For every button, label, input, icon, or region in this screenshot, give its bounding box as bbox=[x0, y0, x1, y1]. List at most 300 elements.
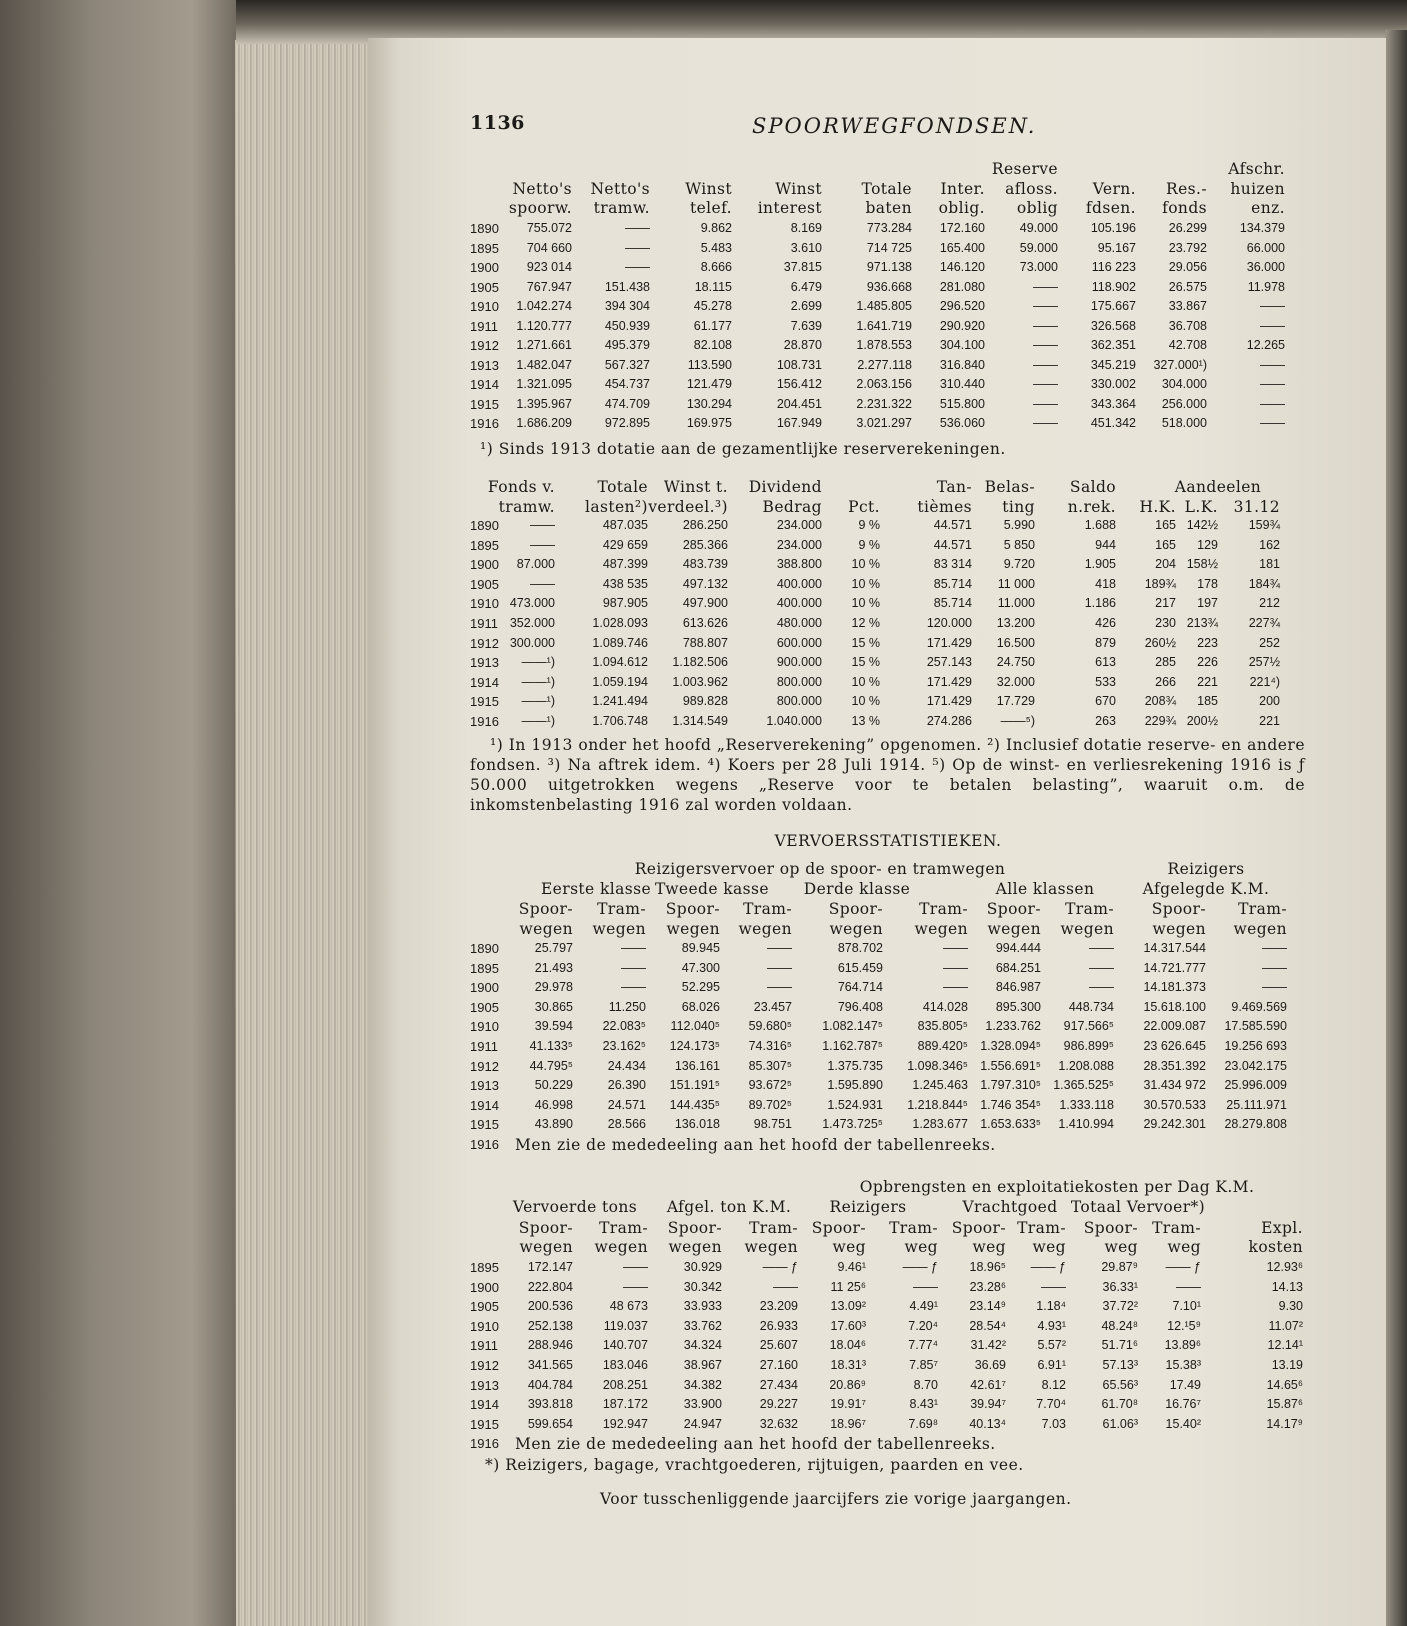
t3-col-header: wegen bbox=[987, 920, 1041, 938]
t1-cell: 3.610 bbox=[790, 240, 822, 255]
t2-cell: 120.000 bbox=[926, 616, 972, 630]
t4-col-header: weg bbox=[1104, 1238, 1138, 1256]
t1-cell: 42.708 bbox=[1168, 338, 1207, 352]
t4-col-header: Tram- bbox=[889, 1219, 938, 1237]
t2-year: 1895 bbox=[470, 537, 499, 553]
t2-cell: 257.143 bbox=[926, 655, 972, 670]
t2-cell: 129 bbox=[1197, 537, 1218, 552]
t1-cell: —— bbox=[1033, 357, 1058, 372]
t2-header: tièmes bbox=[917, 498, 972, 516]
t4-col-header: wegen bbox=[519, 1238, 573, 1256]
t1-cell: 134.379 bbox=[1239, 221, 1285, 235]
t1-cell: —— bbox=[1033, 396, 1058, 411]
t1-cell: 8.169 bbox=[790, 221, 822, 235]
t3-year: 1912 bbox=[470, 1058, 499, 1074]
t1-cell: 5.483 bbox=[700, 240, 732, 255]
t3-subgroup: Tweede kasse bbox=[655, 880, 769, 898]
t4-col-header: Spoor- bbox=[667, 1219, 722, 1237]
t3-cell: 1.797.310⁵ bbox=[980, 1078, 1041, 1093]
t4-cell: 288.946 bbox=[527, 1338, 573, 1353]
t3-cell: 414.028 bbox=[922, 999, 968, 1014]
t3-cell: 889.420⁵ bbox=[917, 1039, 968, 1053]
t4-cell: 13.19 bbox=[1271, 1358, 1303, 1372]
t2-header: Dividend bbox=[748, 478, 822, 496]
t4-col-header: wegen bbox=[594, 1238, 648, 1256]
t1-cell: 1.485.805 bbox=[856, 299, 912, 313]
t3-note-row: Men zie de mededeeling aan het hoofd der tabellenreeks. bbox=[515, 1136, 996, 1154]
t4-cell: 38.967 bbox=[683, 1358, 722, 1372]
t2-cell: 600.000 bbox=[776, 635, 822, 650]
t1-cell: 49.000 bbox=[1019, 221, 1058, 235]
t4-cell: 7.10¹ bbox=[1172, 1299, 1201, 1314]
t3-cell: 30.570.533 bbox=[1143, 1097, 1206, 1112]
t2-cell: 10 % bbox=[851, 596, 880, 611]
t1-cell: 108.731 bbox=[776, 357, 822, 372]
t1-footnote: ¹) Sinds 1913 dotatie aan de gezamentlijke reserverekeningen. bbox=[480, 440, 1006, 458]
t4-col-header: Tram- bbox=[1152, 1219, 1201, 1237]
t3-cell: 764.714 bbox=[837, 980, 883, 995]
t1-cell: 923 014 bbox=[526, 260, 572, 274]
t3-cell: 52.295 bbox=[681, 980, 720, 995]
t2-cell: ——¹) bbox=[521, 655, 555, 670]
t1-header: telef. bbox=[689, 199, 732, 217]
t1-cell: 118.902 bbox=[1091, 279, 1136, 294]
t1-cell: 256.000 bbox=[1161, 396, 1207, 411]
t2-cell: 189¾ bbox=[1144, 576, 1176, 591]
t1-cell: 495.379 bbox=[604, 338, 650, 352]
t3-cell: —— bbox=[943, 960, 968, 975]
t2-cell: 497.900 bbox=[682, 596, 728, 611]
t3-year: 1905 bbox=[470, 999, 499, 1015]
t1-header: enz. bbox=[1251, 199, 1285, 217]
t3-cell: —— bbox=[1089, 980, 1114, 995]
t4-cell: 16.76⁷ bbox=[1165, 1397, 1201, 1412]
t4-col-header: Expl. bbox=[1261, 1219, 1303, 1237]
t1-cell: 567.327 bbox=[604, 357, 650, 372]
t2-cell: 252 bbox=[1259, 635, 1280, 650]
t2-cell: 10 % bbox=[851, 694, 880, 709]
t3-col-header: wegen bbox=[1233, 920, 1287, 938]
t2-header: Aandeelen bbox=[1174, 478, 1262, 496]
book-cover-edge bbox=[0, 0, 240, 1626]
t4-cell: 14.13 bbox=[1271, 1279, 1303, 1294]
t2-cell: 223 bbox=[1197, 635, 1218, 650]
t4-cell: 42.61⁷ bbox=[970, 1377, 1006, 1392]
t3-cell: 46.998 bbox=[534, 1097, 573, 1112]
t3-cell: 1.473.725⁵ bbox=[822, 1117, 883, 1132]
t3-cell: 615.459 bbox=[837, 960, 883, 975]
t2-cell: 9 % bbox=[858, 537, 880, 552]
t3-cell: —— bbox=[1262, 960, 1287, 975]
t1-cell: 1.271.661 bbox=[516, 338, 572, 352]
t4-cell: 33.900 bbox=[683, 1397, 722, 1412]
t2-year: 1905 bbox=[470, 576, 499, 592]
t3-year: 1895 bbox=[470, 960, 499, 976]
t1-header: Winst bbox=[685, 180, 732, 198]
t1-cell: 2.231.322 bbox=[856, 396, 912, 411]
t4-cell: 18.96⁵ bbox=[969, 1260, 1006, 1274]
t3-cell: —— bbox=[621, 980, 646, 995]
t2-cell: 85.714 bbox=[933, 576, 972, 591]
t4-cell: 187.172 bbox=[602, 1397, 648, 1412]
t3-cell: 25.996.009 bbox=[1224, 1078, 1287, 1093]
t1-year: 1913 bbox=[470, 357, 499, 373]
t2-cell: 788.807 bbox=[682, 635, 728, 650]
t3-cell: 89.945 bbox=[681, 941, 720, 955]
t2-cell: 1.706.748 bbox=[592, 714, 648, 728]
t4-year: 1910 bbox=[470, 1318, 499, 1334]
t3-cell: 29.978 bbox=[534, 980, 573, 995]
t1-cell: 59.000 bbox=[1019, 240, 1058, 255]
t1-cell: 518.000 bbox=[1161, 416, 1207, 430]
t3-cell: —— bbox=[767, 980, 792, 995]
t3-cell: 1.162.787⁵ bbox=[822, 1039, 883, 1053]
t1-header: spoorw. bbox=[508, 199, 572, 217]
t2-cell: 1.059.194 bbox=[592, 674, 648, 689]
t3-col-header: Spoor- bbox=[986, 900, 1041, 918]
t4-cell: 12.93⁶ bbox=[1266, 1260, 1303, 1274]
t2-cell: 44.571 bbox=[933, 537, 972, 552]
t2-cell: ——⁵) bbox=[1000, 714, 1035, 728]
t1-year: 1911 bbox=[470, 318, 498, 334]
t2-header: Bedrag bbox=[762, 498, 822, 516]
t4-cell: 17.60³ bbox=[830, 1318, 866, 1333]
t3-cell: —— bbox=[621, 941, 646, 955]
t4-cell: 11 25⁶ bbox=[830, 1279, 866, 1294]
t1-year: 1890 bbox=[470, 221, 499, 236]
t4-cell: 25.607 bbox=[759, 1338, 798, 1353]
closing-note: Voor tusschenliggende jaarcijfers zie vorige jaargangen. bbox=[600, 1490, 1072, 1508]
t4-cell: 48 673 bbox=[609, 1299, 648, 1314]
t1-cell: 26.575 bbox=[1168, 279, 1207, 294]
t3-cell: 1.245.463 bbox=[912, 1078, 968, 1093]
t3-cell: 151.191⁵ bbox=[669, 1078, 720, 1093]
t3-cell: 986.899⁵ bbox=[1063, 1039, 1114, 1053]
t4-cell: 8.12 bbox=[1041, 1377, 1066, 1392]
t4-footnote: *) Reizigers, bagage, vrachtgoederen, rijtuigen, paarden en vee. bbox=[485, 1456, 1024, 1475]
t3-cell: 1.283.677 bbox=[912, 1117, 968, 1132]
t4-col-header: wegen bbox=[744, 1238, 798, 1256]
t4-cell: 393.818 bbox=[527, 1397, 573, 1412]
t2-cell: 1.186 bbox=[1084, 596, 1116, 611]
t3-cell: 1.333.118 bbox=[1059, 1097, 1114, 1112]
t2-cell: 1.314.549 bbox=[672, 714, 728, 728]
t1-cell: 296.520 bbox=[939, 299, 985, 313]
t4-cell: 4.93¹ bbox=[1037, 1318, 1066, 1333]
t1-cell: 61.177 bbox=[693, 318, 732, 333]
t4-cell: 252.138 bbox=[527, 1318, 573, 1333]
t4-cell: 27.434 bbox=[759, 1377, 798, 1392]
t3-col-header: wegen bbox=[666, 920, 720, 938]
t4-cell: 140.707 bbox=[602, 1338, 648, 1353]
t3-cell: 21.493 bbox=[534, 960, 573, 975]
t3-cell: 30.865 bbox=[534, 999, 573, 1014]
t1-cell: 971.138 bbox=[866, 260, 912, 274]
t1-cell: 1.042.274 bbox=[516, 299, 572, 313]
t4-col-header: Spoor- bbox=[811, 1219, 866, 1237]
t1-cell: 1.482.047 bbox=[516, 357, 572, 372]
t1-cell: 767.947 bbox=[526, 279, 572, 294]
t2-header: H.K. bbox=[1139, 498, 1176, 516]
t1-cell: 304.100 bbox=[939, 338, 985, 352]
t4-cell: 192.947 bbox=[602, 1416, 648, 1431]
t4-year: 1912 bbox=[470, 1358, 499, 1373]
t4-cell: 13.09² bbox=[830, 1299, 866, 1314]
t1-cell: 1.641.719 bbox=[856, 318, 912, 333]
t1-cell: 714 725 bbox=[866, 240, 912, 255]
t4-cell: —— ƒ bbox=[902, 1260, 938, 1274]
t3-cell: —— bbox=[1262, 980, 1287, 995]
t3-cell: 846.987 bbox=[995, 980, 1041, 995]
t2-cell: 438 535 bbox=[602, 576, 648, 591]
t3-year: 1900 bbox=[470, 980, 499, 996]
t2-cell: ——¹) bbox=[521, 714, 555, 728]
t3-cell: 23.042.175 bbox=[1224, 1058, 1287, 1073]
t2-header: Pct. bbox=[848, 498, 880, 516]
t2-cell: 17.729 bbox=[996, 694, 1035, 709]
t2-cell: 800.000 bbox=[776, 694, 822, 709]
t2-cell: 197 bbox=[1197, 596, 1218, 611]
t4-cell: 33.933 bbox=[683, 1299, 722, 1314]
t2-cell: 165 bbox=[1155, 537, 1176, 552]
t2-cell: 613 bbox=[1095, 655, 1116, 670]
t3-cell: 136.018 bbox=[674, 1117, 720, 1132]
t1-cell: 316.840 bbox=[939, 357, 985, 372]
t1-cell: 290.920 bbox=[939, 318, 985, 333]
t2-cell: —— bbox=[530, 518, 555, 532]
t3-subgroup: Eerste klasse bbox=[540, 880, 652, 898]
t1-cell: 36.000 bbox=[1246, 260, 1285, 274]
t2-cell: 400.000 bbox=[776, 596, 822, 611]
t4-col-header: weg bbox=[1032, 1238, 1066, 1256]
t3-cell: 1.556.691⁵ bbox=[980, 1058, 1041, 1073]
t2-cell: 184¾ bbox=[1248, 576, 1280, 591]
t2-cell: 286.250 bbox=[682, 518, 728, 532]
t3-col-header: wegen bbox=[1060, 920, 1114, 938]
t1-cell: —— bbox=[1260, 318, 1285, 333]
t4-cell: 28.54⁴ bbox=[969, 1318, 1006, 1333]
t4-cell: 5.57² bbox=[1037, 1338, 1066, 1353]
t2-cell: 200 bbox=[1259, 694, 1280, 709]
t1-year: 1900 bbox=[470, 260, 499, 275]
t2-header: ting bbox=[1002, 498, 1035, 516]
t4-subgroup: Vervoerde tons bbox=[512, 1198, 638, 1216]
t3-cell: 19.256 693 bbox=[1224, 1039, 1287, 1053]
t2-cell: 285 bbox=[1155, 655, 1176, 670]
t1-header: tramw. bbox=[593, 199, 650, 217]
t4-col-header: weg bbox=[832, 1238, 866, 1256]
t1-cell: 156.412 bbox=[776, 377, 822, 391]
t1-cell: 204.451 bbox=[776, 396, 822, 411]
t1-cell: 23.792 bbox=[1168, 240, 1207, 255]
t3-cell: 93.672⁵ bbox=[748, 1078, 792, 1093]
t2-cell: 487.399 bbox=[602, 557, 648, 572]
t2-header: Tan- bbox=[936, 478, 972, 496]
t3-cell: 24.571 bbox=[607, 1097, 646, 1112]
t1-cell: —— bbox=[1033, 279, 1058, 294]
t2-cell: 879 bbox=[1095, 635, 1116, 650]
t3-year: 1890 bbox=[470, 941, 499, 956]
t1-cell: 1.321.095 bbox=[516, 377, 572, 391]
t1-cell: 362.351 bbox=[1090, 338, 1136, 352]
t1-cell: —— bbox=[1260, 299, 1285, 313]
t1-cell: 972.895 bbox=[604, 416, 650, 430]
t3-cell: 14.181.373 bbox=[1143, 980, 1206, 995]
t3-cell: 144.435⁵ bbox=[669, 1097, 720, 1112]
t4-subgroup: Totaal Vervoer*) bbox=[1070, 1198, 1206, 1216]
t1-cell: 12.265 bbox=[1246, 338, 1285, 352]
t3-col-header: wegen bbox=[829, 920, 883, 938]
t1-cell: 11.978 bbox=[1247, 279, 1285, 294]
t1-cell: 18.115 bbox=[694, 279, 732, 294]
t3-cell: 684.251 bbox=[995, 960, 1041, 975]
t1-header: baten bbox=[865, 199, 912, 217]
t1-cell: 755.072 bbox=[526, 221, 572, 235]
t3-col-header: Tram- bbox=[1238, 900, 1287, 918]
t2-year: 1912 bbox=[470, 635, 499, 651]
t3-cell: 136.161 bbox=[674, 1058, 720, 1073]
t2-cell: 227¾ bbox=[1248, 616, 1280, 630]
t2-cell: 165 bbox=[1155, 518, 1176, 532]
t4-cell: —— bbox=[623, 1260, 648, 1274]
t3-cell: 22.083⁵ bbox=[602, 1019, 646, 1034]
t4-year: 1916 bbox=[470, 1436, 499, 1452]
t2-cell: 10 % bbox=[851, 576, 880, 591]
t4-cell: 18.96⁷ bbox=[830, 1416, 866, 1431]
t2-cell: 213¾ bbox=[1186, 616, 1218, 630]
t2-cell: 352.000 bbox=[509, 616, 555, 630]
t2-cell: 429 659 bbox=[602, 537, 648, 552]
t2-cell: 142½ bbox=[1186, 518, 1218, 532]
t2-cell: 263 bbox=[1095, 714, 1116, 728]
t2-cell: 473.000 bbox=[509, 596, 555, 611]
t2-cell: 400.000 bbox=[776, 576, 822, 591]
t1-cell: 474.709 bbox=[604, 396, 650, 411]
t1-cell: —— bbox=[625, 221, 650, 235]
t2-year: 1910 bbox=[470, 596, 499, 612]
t3-cell: 41.133⁵ bbox=[529, 1039, 573, 1053]
t4-cell: 6.91¹ bbox=[1037, 1358, 1066, 1372]
t1-cell: —— bbox=[1033, 338, 1058, 352]
t3-subgroup: Derde klasse bbox=[803, 880, 911, 898]
t3-cell: 22.009.087 bbox=[1143, 1019, 1206, 1034]
t4-cell: 7.03 bbox=[1041, 1416, 1066, 1431]
t4-cell: 7.70⁴ bbox=[1036, 1397, 1066, 1412]
t1-cell: 327.000¹) bbox=[1153, 357, 1207, 372]
t4-col-header: weg bbox=[904, 1238, 938, 1256]
t3-cell: 1.653.633⁵ bbox=[980, 1117, 1041, 1132]
t2-year: 1911 bbox=[470, 616, 498, 631]
t3-cell: —— bbox=[621, 960, 646, 975]
t4-cell: 13.89⁶ bbox=[1164, 1338, 1201, 1353]
t2-cell: 5 850 bbox=[1003, 537, 1035, 552]
t4-cell: 29.227 bbox=[759, 1397, 798, 1412]
t1-cell: 704 660 bbox=[526, 240, 572, 255]
t1-header: interest bbox=[757, 199, 822, 217]
t1-cell: —— bbox=[1033, 416, 1058, 430]
t3-col-header: Tram- bbox=[597, 900, 646, 918]
t1-cell: 33.867 bbox=[1168, 299, 1207, 313]
t3-col-header: Tram- bbox=[919, 900, 968, 918]
t4-cell: —— ƒ bbox=[762, 1260, 798, 1274]
t3-cell: 1.208.088 bbox=[1058, 1058, 1114, 1073]
t2-cell: 483.739 bbox=[682, 557, 728, 572]
t4-cell: 23.209 bbox=[759, 1299, 798, 1314]
t4-year: 1895 bbox=[470, 1260, 499, 1275]
t1-cell: 310.440 bbox=[939, 377, 985, 391]
t4-cell: 7.85⁷ bbox=[909, 1358, 938, 1372]
t2-header: n.rek. bbox=[1067, 498, 1116, 516]
t2-cell: 162 bbox=[1259, 537, 1280, 552]
t4-cell: —— bbox=[623, 1279, 648, 1294]
t2-cell: 15 % bbox=[851, 635, 880, 650]
t3-cell: 994.444 bbox=[995, 941, 1041, 955]
t1-cell: 536.060 bbox=[939, 416, 985, 430]
t3-cell: 39.594 bbox=[534, 1019, 573, 1034]
t4-cell: 7.77⁴ bbox=[908, 1338, 938, 1353]
t4-cell: 12.¹5⁹ bbox=[1167, 1318, 1201, 1333]
t1-header: Netto's bbox=[590, 180, 650, 198]
t4-year: 1911 bbox=[470, 1338, 498, 1354]
t2-cell: 234.000 bbox=[776, 518, 822, 532]
t1-cell: 28.870 bbox=[783, 338, 822, 352]
t3-col-header: wegen bbox=[738, 920, 792, 938]
t4-col-header: wegen bbox=[668, 1238, 722, 1256]
t2-cell: 257½ bbox=[1248, 655, 1280, 670]
t2-header: tramw. bbox=[498, 498, 555, 516]
t3-cell: 1.218.844⁵ bbox=[907, 1097, 968, 1112]
t1-year: 1912 bbox=[470, 338, 499, 353]
t2-cell: 10 % bbox=[851, 557, 880, 572]
t3-cell: 28.279.808 bbox=[1224, 1117, 1287, 1132]
t1-cell: 116 223 bbox=[1091, 260, 1136, 274]
t2-cell: 800.000 bbox=[776, 674, 822, 689]
t2-cell: 221 bbox=[1197, 674, 1218, 689]
t2-cell: 159¾ bbox=[1248, 518, 1280, 532]
t4-cell: 23.14⁹ bbox=[969, 1299, 1006, 1314]
t2-cell: 212 bbox=[1259, 596, 1280, 611]
t4-cell: 33.762 bbox=[683, 1318, 722, 1333]
t3-cell: 44.795⁵ bbox=[529, 1058, 573, 1073]
t1-cell: 8.666 bbox=[700, 260, 732, 274]
t3-section-title: VERVOERSSTATISTIEKEN. bbox=[774, 832, 1002, 850]
t3-cell: 28.566 bbox=[607, 1117, 646, 1132]
t2-year: 1900 bbox=[470, 557, 499, 573]
t2-year: 1913 bbox=[470, 655, 499, 671]
t4-note-row: Men zie de mededeeling aan het hoofd der tabellenreeks. bbox=[515, 1435, 996, 1454]
t1-cell: 95.167 bbox=[1097, 240, 1136, 255]
t2-cell: ——¹) bbox=[521, 694, 555, 709]
t3-year: 1910 bbox=[470, 1019, 499, 1035]
t2-cell: ——¹) bbox=[521, 674, 555, 689]
t4-cell: 34.324 bbox=[683, 1338, 722, 1353]
t3-cell: 28.351.392 bbox=[1143, 1058, 1206, 1073]
t4-cell: 17.49 bbox=[1169, 1377, 1201, 1392]
t1-cell: 29.056 bbox=[1168, 260, 1207, 274]
t1-year: 1905 bbox=[470, 279, 499, 295]
t2-cell: 13 % bbox=[851, 714, 880, 728]
t1-header: Afschr. bbox=[1228, 160, 1285, 178]
t4-subgroup: Vrachtgoed bbox=[962, 1198, 1058, 1216]
t3-col-header: Spoor- bbox=[518, 900, 573, 918]
t3-subgroup: Alle klassen bbox=[995, 880, 1095, 898]
t1-cell: 7.639 bbox=[790, 318, 822, 333]
t1-cell: 936.668 bbox=[866, 279, 912, 294]
t4-cell: 57.13³ bbox=[1102, 1358, 1138, 1372]
t4-cell: 11.07² bbox=[1268, 1318, 1303, 1333]
t3-cell: 112.040⁵ bbox=[670, 1019, 720, 1034]
t4-cell: 30.929 bbox=[683, 1260, 722, 1274]
